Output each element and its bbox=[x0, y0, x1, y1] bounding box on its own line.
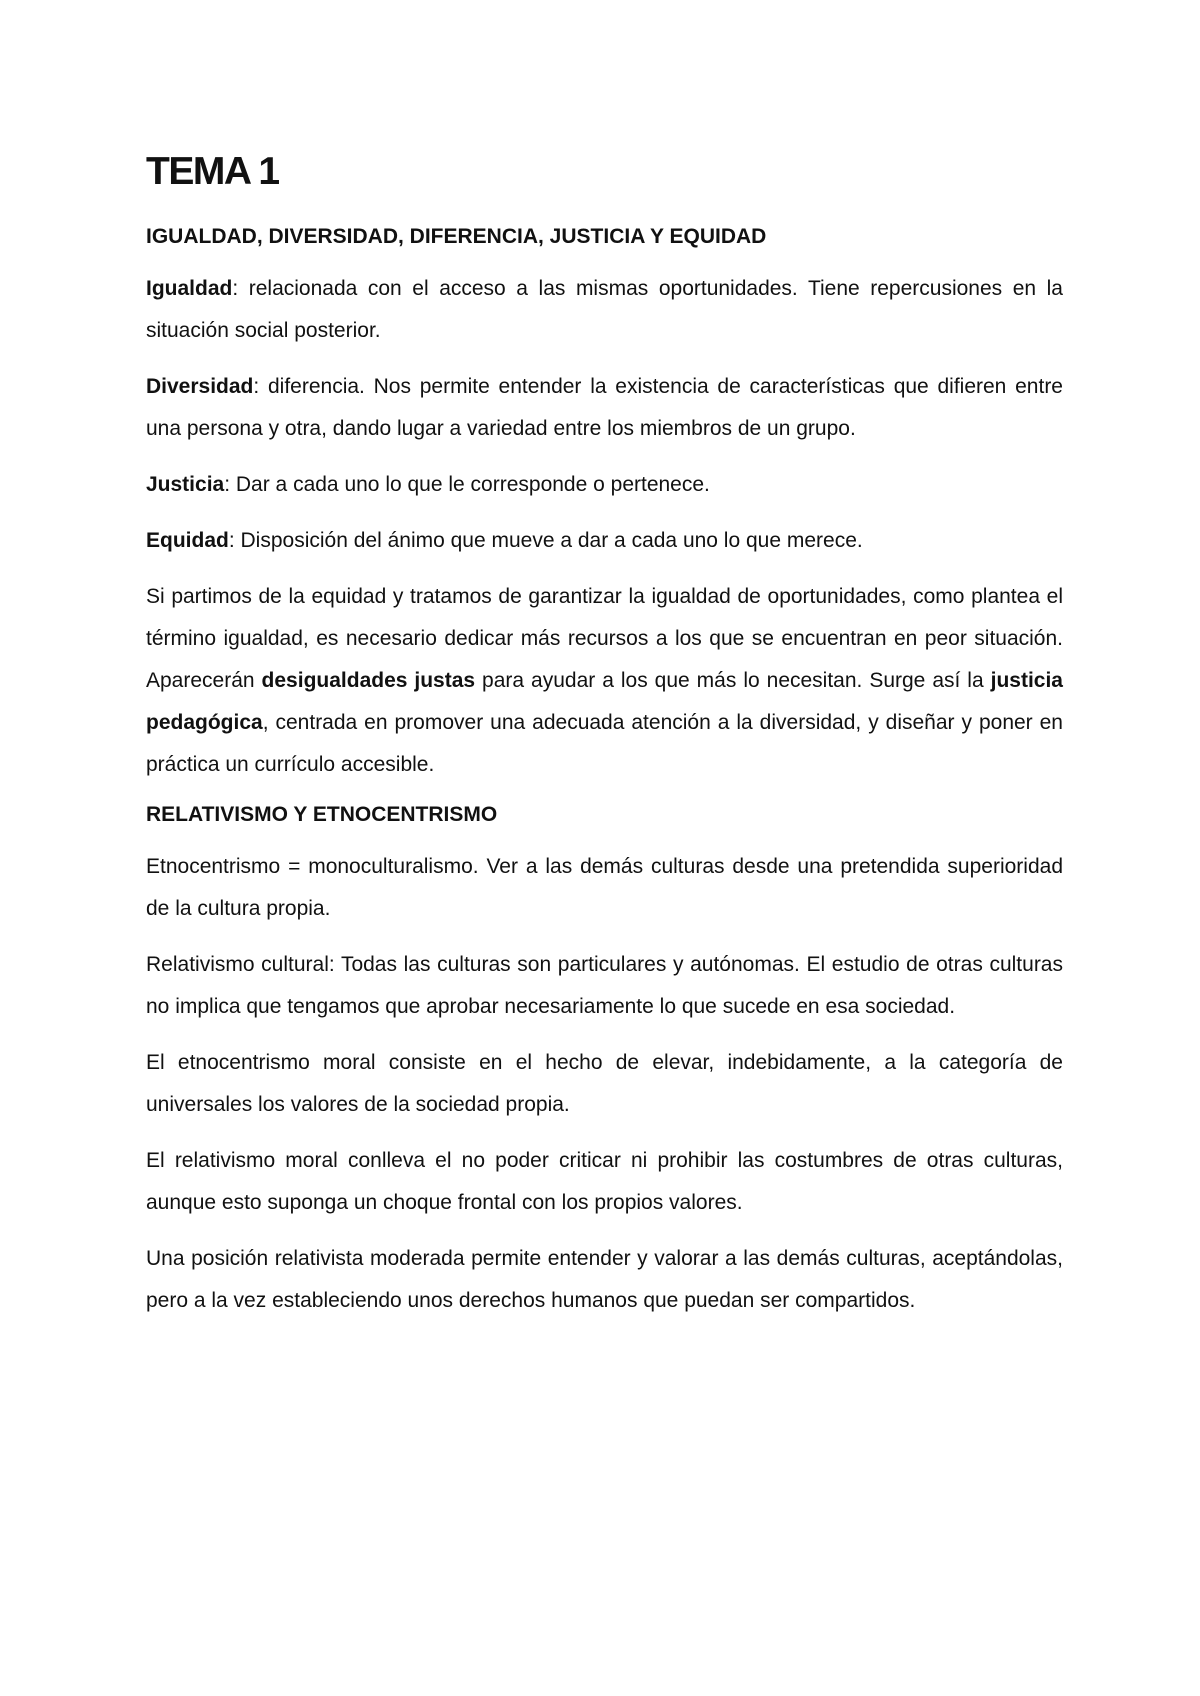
paragraph-relativismo-moral: El relativismo moral conlleva el no poder criticar ni prohibir las costumbres de otras culturas, aunque esto suponga un choque frontal con los propios valores. bbox=[146, 1149, 1063, 1214]
paragraph-equidad-explanation bbox=[146, 576, 1063, 786]
document-page bbox=[146, 148, 1063, 1336]
term-justicia: Justicia bbox=[146, 473, 225, 496]
term-igualdad: Igualdad bbox=[146, 277, 233, 300]
equidad-text-1: Si partimos de la equidad y tratamos de garantizar la igualdad de oportunidades, como plantea el término igualdad, es necesario dedicar más recursos a los que se encuentran en peor situación. Aparecerán bbox=[146, 585, 1063, 692]
section-heading-relativismo: RELATIVISMO Y ETNOCENTRISMO bbox=[146, 803, 498, 826]
equidad-text-2: para ayudar a los que más lo necesitan. Surge así la bbox=[475, 669, 991, 692]
term-equidad: Equidad bbox=[146, 529, 229, 552]
paragraph-equidad bbox=[146, 520, 1063, 562]
section-heading-igualdad: IGUALDAD, DIVERSIDAD, DIFERENCIA, JUSTICIA Y EQUIDAD bbox=[146, 225, 767, 248]
equidad-text-3: , centrada en promover una adecuada atención a la diversidad, y diseñar y poner en práctica un currículo accesible. bbox=[146, 711, 1063, 776]
definition-diversidad: : diferencia. Nos permite entender la existencia de características que difieren entre una persona y otra, dando lugar a variedad entre los miembros de un grupo. bbox=[146, 375, 1063, 440]
paragraph-diversidad bbox=[146, 366, 1063, 450]
paragraph-justicia bbox=[146, 464, 1063, 506]
page-title: TEMA 1 bbox=[146, 150, 279, 193]
paragraph-etnocentrismo-moral: El etnocentrismo moral consiste en el hecho de elevar, indebidamente, a la categoría de universales los valores de la sociedad propia. bbox=[146, 1051, 1063, 1116]
paragraph-etnocentrismo: Etnocentrismo = monoculturalismo. Ver a las demás culturas desde una pretendida superioridad de la cultura propia. bbox=[146, 855, 1063, 920]
definition-justicia: : Dar a cada uno lo que le corresponde o pertenece. bbox=[224, 473, 710, 496]
definition-igualdad: : relacionada con el acceso a las mismas oportunidades. Tiene repercusiones en la situación social posterior. bbox=[146, 277, 1063, 342]
paragraph-relativismo-moderado: Una posición relativista moderada permite entender y valorar a las demás culturas, aceptándolas, pero a la vez estableciendo unos derechos humanos que puedan ser compartidos. bbox=[146, 1247, 1063, 1312]
term-diversidad: Diversidad bbox=[146, 375, 254, 398]
paragraph-relativismo-cultural: Relativismo cultural: Todas las culturas son particulares y autónomas. El estudio de otras culturas no implica que tengamos que aprobar necesariamente lo que sucede en esa sociedad. bbox=[146, 953, 1063, 1018]
definition-equidad: : Disposición del ánimo que mueve a dar a cada uno lo que merece. bbox=[228, 529, 863, 552]
paragraph-igualdad bbox=[146, 268, 1063, 352]
term-desigualdades-justas: desigualdades justas bbox=[261, 669, 476, 692]
term-justicia-pedagogica: justicia pedagógica bbox=[146, 669, 1063, 734]
